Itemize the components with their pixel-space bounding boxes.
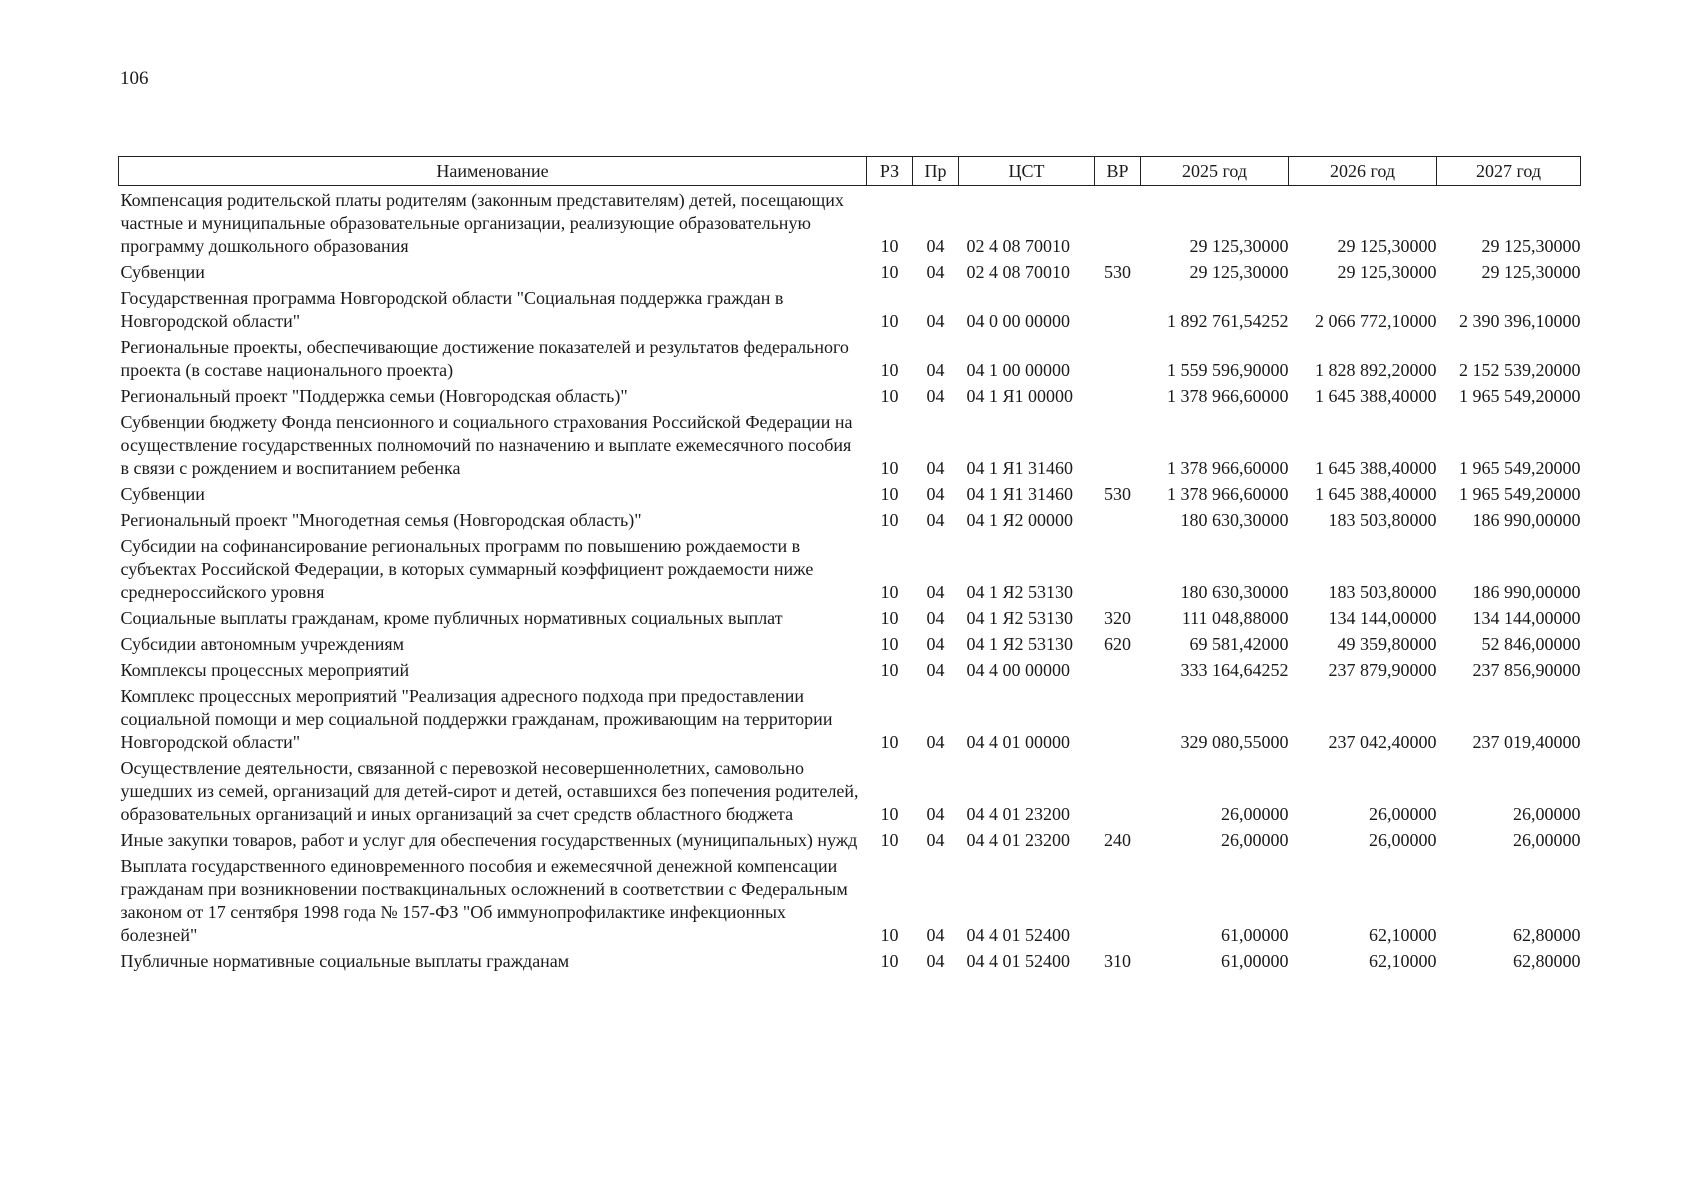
table-row — [119, 333, 1581, 382]
row-pr: 04 — [926, 582, 945, 602]
row-2026: 183 503,80000 — [1328, 582, 1437, 602]
row-2026: 1 828 892,20000 — [1315, 360, 1437, 380]
row-2025: 180 630,30000 — [1180, 582, 1289, 602]
row-2025: 29 125,30000 — [1189, 236, 1289, 256]
table-row — [119, 754, 1581, 826]
header-cst: ЦСТ — [959, 157, 1095, 186]
header-vr: ВР — [1095, 157, 1141, 186]
row-2025: 61,00000 — [1221, 925, 1289, 945]
row-cst: 02 4 08 70010 — [966, 236, 1070, 256]
row-pr: 04 — [926, 262, 945, 282]
row-cst: 04 1 Я1 31460 — [966, 458, 1074, 478]
row-rz: 10 — [880, 732, 899, 752]
row-name: Компенсация родительской платы родителям (законным представителям) детей, посещающих частные и муниципальные образовательные организации, реализующие образовательную программу дошкольного образования — [120, 190, 844, 256]
row-2026: 29 125,30000 — [1337, 262, 1437, 282]
row-2025: 180 630,30000 — [1180, 510, 1289, 530]
row-cst: 04 1 Я1 31460 — [966, 484, 1074, 504]
row-2025: 61,00000 — [1221, 951, 1289, 971]
row-vr — [1095, 506, 1141, 532]
row-name: Региональный проект "Многодетная семья (Новгородская область)" — [120, 510, 642, 530]
row-pr: 04 — [926, 951, 945, 971]
row-pr: 04 — [926, 634, 945, 654]
row-2026: 29 125,30000 — [1337, 236, 1437, 256]
header-2026: 2026 год — [1289, 157, 1437, 186]
table-row — [119, 258, 1581, 284]
row-rz: 10 — [880, 236, 899, 256]
row-rz: 10 — [880, 660, 899, 680]
row-vr — [1095, 754, 1141, 826]
row-vr — [1095, 656, 1141, 682]
row-2025: 1 378 966,60000 — [1167, 458, 1289, 478]
header-name: Наименование — [119, 157, 867, 186]
row-2026: 26,00000 — [1369, 804, 1437, 824]
row-rz: 10 — [880, 925, 899, 945]
row-2027: 1 965 549,20000 — [1459, 458, 1581, 478]
row-rz: 10 — [880, 582, 899, 602]
row-2027: 1 965 549,20000 — [1459, 386, 1581, 406]
row-vr: 240 — [1104, 830, 1131, 850]
row-name: Публичные нормативные социальные выплаты гражданам — [120, 951, 570, 971]
table-row — [119, 630, 1581, 656]
row-rz: 10 — [880, 386, 899, 406]
row-2025: 1 892 761,54252 — [1167, 311, 1289, 331]
table-row — [119, 682, 1581, 754]
row-vr: 530 — [1104, 262, 1131, 282]
row-vr — [1095, 333, 1141, 382]
row-rz: 10 — [880, 311, 899, 331]
row-cst: 04 4 01 00000 — [966, 732, 1070, 752]
row-2025: 29 125,30000 — [1189, 262, 1289, 282]
row-2025: 26,00000 — [1221, 830, 1289, 850]
row-pr: 04 — [926, 732, 945, 752]
row-2026: 1 645 388,40000 — [1315, 458, 1437, 478]
row-rz: 10 — [880, 510, 899, 530]
row-pr: 04 — [926, 925, 945, 945]
row-rz: 10 — [880, 804, 899, 824]
table-row — [119, 408, 1581, 480]
table-row — [119, 284, 1581, 333]
row-pr: 04 — [926, 804, 945, 824]
row-2027: 237 856,90000 — [1472, 660, 1581, 680]
table-row — [119, 480, 1581, 506]
row-vr: 620 — [1104, 634, 1131, 654]
row-name: Комплексы процессных мероприятий — [120, 660, 410, 680]
row-pr: 04 — [926, 660, 945, 680]
row-pr: 04 — [926, 386, 945, 406]
row-name: Иные закупки товаров, работ и услуг для обеспечения государственных (муниципальных) нужд — [120, 830, 858, 850]
row-2025: 1 378 966,60000 — [1167, 484, 1289, 504]
row-name: Субвенции — [120, 262, 205, 282]
row-rz: 10 — [880, 360, 899, 380]
row-2026: 62,10000 — [1369, 951, 1437, 971]
row-vr — [1095, 408, 1141, 480]
row-2027: 2 390 396,10000 — [1459, 311, 1581, 331]
row-2025: 1 378 966,60000 — [1167, 386, 1289, 406]
row-cst: 04 4 01 52400 — [966, 951, 1070, 971]
row-pr: 04 — [926, 360, 945, 380]
row-name: Субвенции — [120, 484, 205, 504]
budget-table — [118, 156, 1581, 973]
row-cst: 04 0 00 00000 — [966, 311, 1070, 331]
row-name: Региональные проекты, обеспечивающие достижение показателей и результатов федерального проекта (в составе национального проекта) — [120, 337, 849, 380]
row-rz: 10 — [880, 484, 899, 504]
table-row — [119, 852, 1581, 947]
row-name: Субсидии на софинансирование региональных программ по повышению рождаемости в субъектах Российской Федерации, в которых суммарный коэффициент рождаемости ниже среднероссийского уровня — [120, 536, 814, 602]
row-pr: 04 — [926, 236, 945, 256]
row-vr: 320 — [1104, 608, 1131, 628]
row-2027: 62,80000 — [1513, 925, 1581, 945]
row-rz: 10 — [880, 830, 899, 850]
row-2027: 1 965 549,20000 — [1459, 484, 1581, 504]
row-rz: 10 — [880, 608, 899, 628]
table-row — [119, 947, 1581, 973]
row-2026: 237 042,40000 — [1328, 732, 1437, 752]
row-name: Региональный проект "Поддержка семьи (Новгородская область)" — [120, 386, 628, 406]
table-row — [119, 186, 1581, 259]
row-vr — [1095, 186, 1141, 259]
row-name: Субвенции бюджету Фонда пенсионного и социального страхования Российской Федерации на осуществление государственных полномочий по назначению и выплате ежемесячного пособия в связи с рождением и воспитанием ребенка — [120, 412, 853, 478]
table-header — [119, 157, 1581, 186]
row-cst: 04 1 Я2 00000 — [966, 510, 1074, 530]
row-cst: 04 4 00 00000 — [966, 660, 1070, 680]
row-2027: 62,80000 — [1513, 951, 1581, 971]
table-row — [119, 532, 1581, 604]
row-cst: 04 1 Я2 53130 — [966, 634, 1074, 654]
row-name: Субсидии автономным учреждениям — [120, 634, 405, 654]
row-vr — [1095, 284, 1141, 333]
table-body — [119, 186, 1581, 974]
row-2025: 333 164,64252 — [1180, 660, 1289, 680]
row-cst: 04 1 Я2 53130 — [966, 582, 1074, 602]
row-2025: 26,00000 — [1221, 804, 1289, 824]
row-name: Государственная программа Новгородской области "Социальная поддержка граждан в Новгородской области" — [120, 288, 784, 331]
table-row — [119, 656, 1581, 682]
row-2025: 329 080,55000 — [1180, 732, 1289, 752]
row-name: Комплекс процессных мероприятий "Реализация адресного подхода при предоставлении социальной помощи и мер социальной поддержки гражданам, проживающим на территории Новгородской области" — [120, 686, 833, 752]
row-vr — [1095, 382, 1141, 408]
row-cst: 04 4 01 23200 — [966, 830, 1070, 850]
row-2026: 62,10000 — [1369, 925, 1437, 945]
row-name: Социальные выплаты гражданам, кроме публичных нормативных социальных выплат — [120, 608, 783, 628]
row-rz: 10 — [880, 951, 899, 971]
row-2027: 2 152 539,20000 — [1459, 360, 1581, 380]
row-2027: 134 144,00000 — [1472, 608, 1581, 628]
row-cst: 04 4 01 52400 — [966, 925, 1070, 945]
row-2026: 2 066 772,10000 — [1315, 311, 1437, 331]
row-2026: 237 879,90000 — [1328, 660, 1437, 680]
table-row — [119, 604, 1581, 630]
header-pr: Пр — [913, 157, 959, 186]
row-vr: 530 — [1104, 484, 1131, 504]
row-2026: 26,00000 — [1369, 830, 1437, 850]
page-number: 106 — [120, 68, 149, 89]
row-2027: 186 990,00000 — [1472, 582, 1581, 602]
row-pr: 04 — [926, 608, 945, 628]
row-pr: 04 — [926, 830, 945, 850]
row-pr: 04 — [926, 311, 945, 331]
table-row — [119, 382, 1581, 408]
row-2027: 26,00000 — [1513, 804, 1581, 824]
table-row — [119, 506, 1581, 532]
row-pr: 04 — [926, 484, 945, 504]
header-2027: 2027 год — [1437, 157, 1581, 186]
row-2026: 1 645 388,40000 — [1315, 484, 1437, 504]
row-2025: 1 559 596,90000 — [1167, 360, 1289, 380]
row-name: Осуществление деятельности, связанной с перевозкой несовершеннолетних, самовольно ушедших из семей, организаций для детей-сирот и детей, оставшихся без попечения родителей, образовательных организаций и иных организаций за счет средств областного бюджета — [120, 758, 859, 824]
row-2025: 111 048,88000 — [1181, 608, 1289, 628]
row-rz: 10 — [880, 458, 899, 478]
row-cst: 02 4 08 70010 — [966, 262, 1070, 282]
row-cst: 04 1 Я2 53130 — [966, 608, 1074, 628]
row-cst: 04 4 01 23200 — [966, 804, 1070, 824]
row-2026: 49 359,80000 — [1337, 634, 1437, 654]
row-vr — [1095, 682, 1141, 754]
row-2025: 69 581,42000 — [1189, 634, 1289, 654]
row-2027: 29 125,30000 — [1481, 236, 1581, 256]
row-2027: 29 125,30000 — [1481, 262, 1581, 282]
row-pr: 04 — [926, 458, 945, 478]
row-2027: 186 990,00000 — [1472, 510, 1581, 530]
row-cst: 04 1 Я1 00000 — [966, 386, 1074, 406]
row-name: Выплата государственного единовременного пособия и ежемесячной денежной компенсации гражданам при возникновении поствакцинальных осложнений в соответствии с Федеральным законом от 17 сентября 1998 года № 157-ФЗ "Об иммунопрофилактике инфекционных болезней" — [120, 856, 848, 945]
header-rz: РЗ — [867, 157, 913, 186]
row-vr: 310 — [1104, 951, 1131, 971]
row-2027: 26,00000 — [1513, 830, 1581, 850]
row-2026: 183 503,80000 — [1328, 510, 1437, 530]
row-vr — [1095, 852, 1141, 947]
header-2025: 2025 год — [1141, 157, 1289, 186]
row-rz: 10 — [880, 262, 899, 282]
row-pr: 04 — [926, 510, 945, 530]
row-cst: 04 1 00 00000 — [966, 360, 1070, 380]
row-2027: 237 019,40000 — [1472, 732, 1581, 752]
row-rz: 10 — [880, 634, 899, 654]
row-2027: 52 846,00000 — [1481, 634, 1581, 654]
row-vr — [1095, 532, 1141, 604]
row-2026: 1 645 388,40000 — [1315, 386, 1437, 406]
table-row — [119, 826, 1581, 852]
row-2026: 134 144,00000 — [1328, 608, 1437, 628]
